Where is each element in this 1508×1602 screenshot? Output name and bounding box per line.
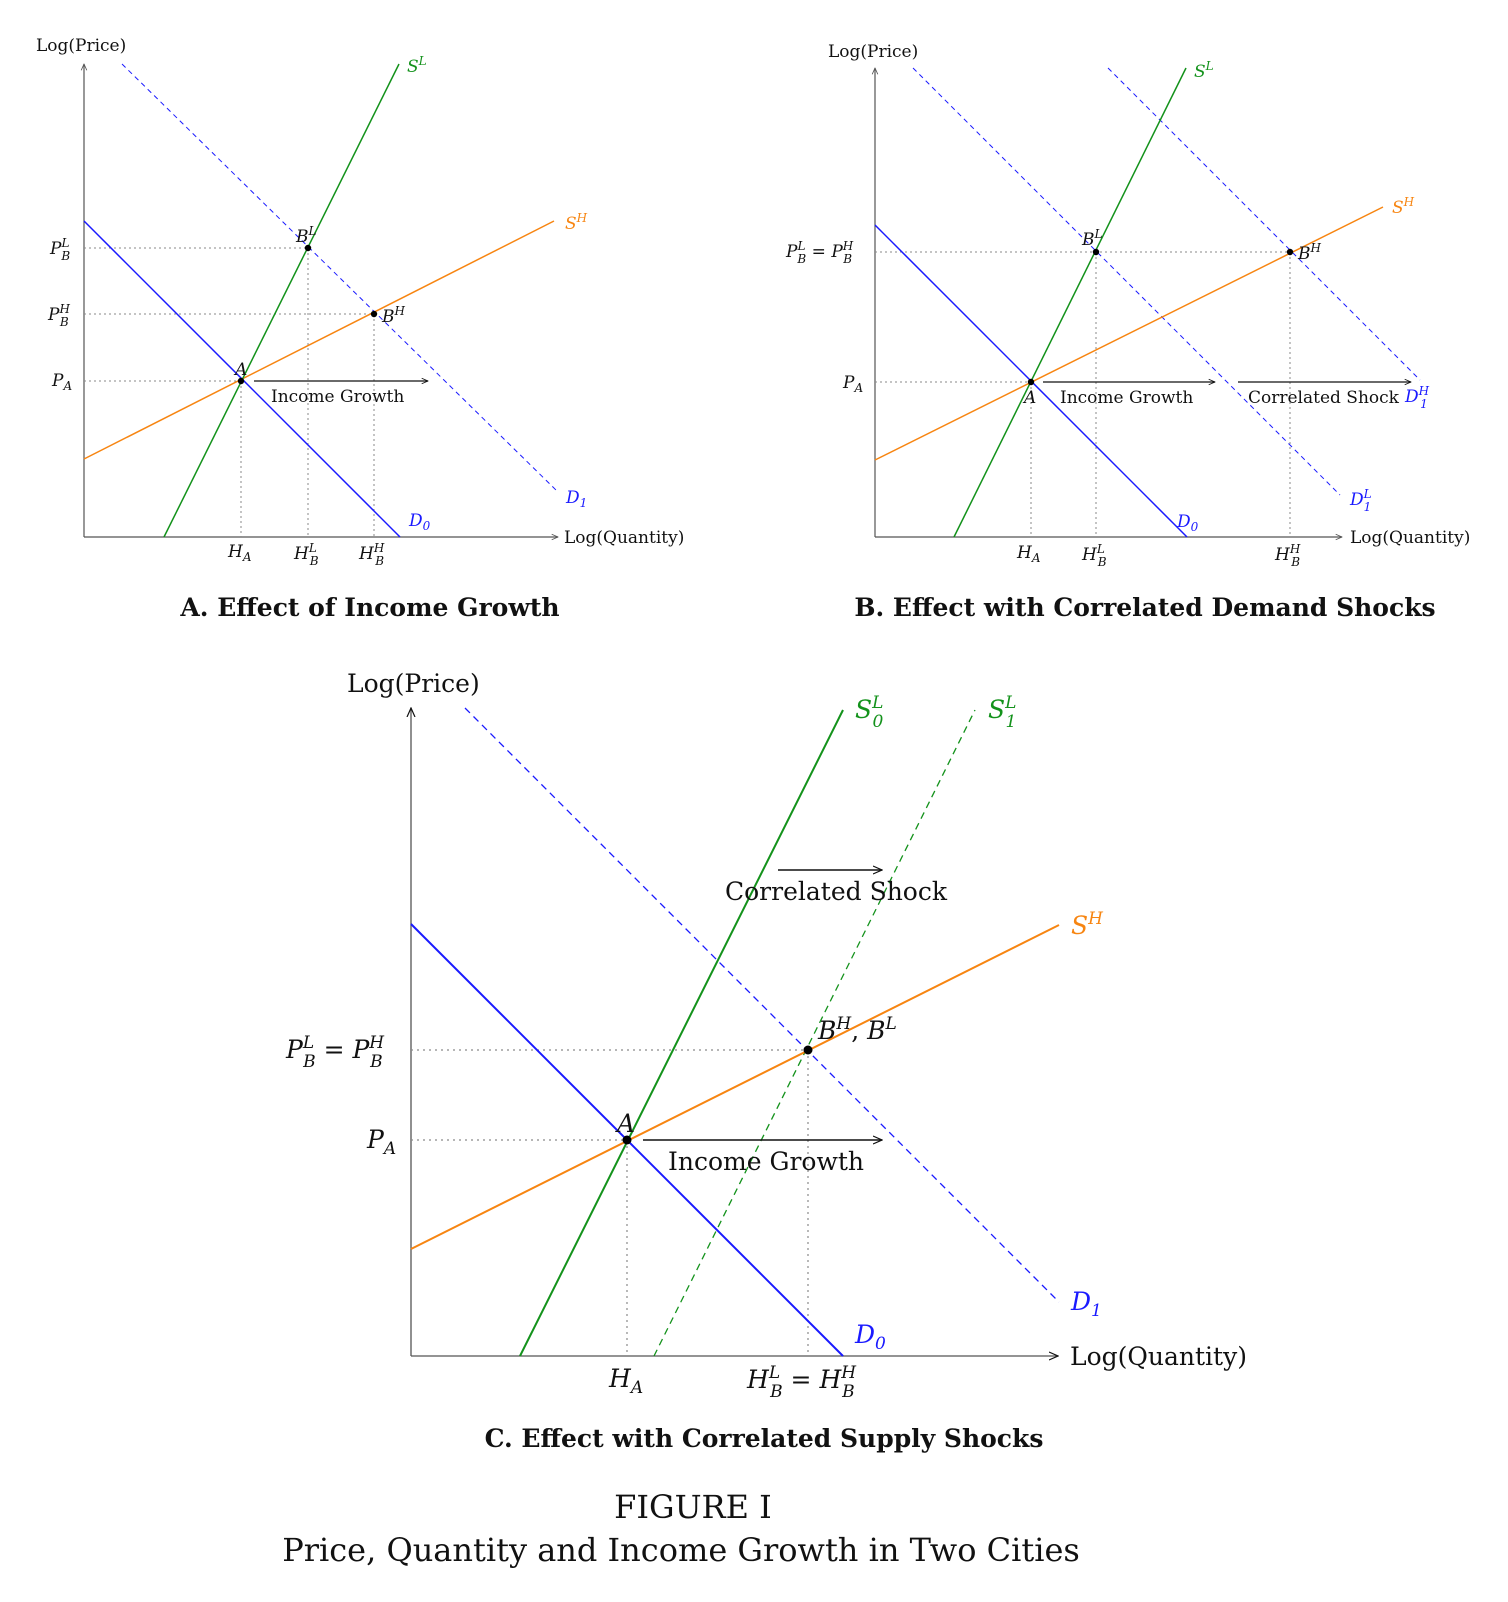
panel-b-label-d0: $D_0$ (1177, 512, 1199, 534)
panel-a-label-d0: $D_0$ (409, 511, 431, 533)
panel-c-label-s1l: $S^L$ 1 (988, 693, 1017, 732)
panel-a-y-axis-label: Log(Price) (36, 36, 127, 56)
panel-c-supply-sh (411, 925, 1059, 1249)
panel-b-correlated-shock-label: Correlated Shock (1248, 388, 1399, 408)
panel-c-tick-pb: $P^L$ $B = P^H$ B (286, 1033, 385, 1072)
panel-b-tick-pa: $P_A$ (843, 373, 864, 395)
panel-b-tick-pb: $P^L$ $B = P^H$ B (786, 239, 854, 266)
panel-b-label-bl: $B^L$ (1082, 227, 1103, 250)
panel-a-point-bh (371, 311, 377, 317)
panel-c-x-axis-label: Log(Quantity) (1070, 1342, 1247, 1371)
panel-c-income-growth-label: Income Growth (668, 1147, 864, 1176)
panel-a-supply-sl (164, 64, 399, 537)
panel-a-label-a: A (235, 360, 248, 380)
panel-c-correlated-shock-label: Correlated Shock (725, 877, 947, 906)
panel-a-income-growth-label: Income Growth (271, 387, 405, 407)
panel-a-label-d1: $D_1$ (566, 488, 588, 510)
panel-b-y-axis-label: Log(Price) (828, 42, 919, 62)
panel-a-tick-hbh: $H^H$ B (359, 541, 385, 568)
panel-a-tick-pbh: $P^H$ B (48, 302, 70, 329)
panel-c-label-s0l: $S^L$ 0 (855, 693, 884, 732)
panel-c-caption: C. Effect with Correlated Supply Shocks (484, 1424, 1044, 1453)
panel-c-label-d1: $D_1$ (1071, 1287, 1102, 1321)
panel-c-tick-pa: $P_A$ (367, 1125, 397, 1159)
panel-b-x-axis-label: Log(Quantity) (1350, 528, 1471, 548)
panel-b-point-a (1028, 379, 1034, 385)
panel-c-tick-ha: $H_A$ (609, 1364, 644, 1398)
panel-a-x-axis-label: Log(Quantity) (564, 528, 685, 548)
panel-a (36, 36, 684, 622)
panel-b-label-sh: $S^H$ (1392, 195, 1415, 218)
panel-c-demand-d1 (465, 708, 1059, 1302)
panel-c-label-b: $B^H$, $B^L$ (818, 1014, 897, 1045)
panel-b-demand-d1h (1108, 68, 1420, 380)
panel-c-label-d0: $D_0$ (855, 1320, 886, 1354)
figure-title: Price, Quantity and Income Growth in Two Cities (282, 1531, 1080, 1569)
panel-a-label-bl: $B^L$ (296, 224, 317, 247)
panel-c-label-a: A (617, 1109, 636, 1138)
panel-c-supply-s0l (520, 710, 843, 1356)
panel-b-tick-ha: $H_A$ (1017, 543, 1041, 565)
panel-b-label-sl: $S^L$ (1194, 59, 1214, 82)
panel-b-point-bh (1287, 249, 1293, 255)
panel-a-label-sh: $S^H$ (565, 211, 588, 234)
panel-c-y-axis-label: Log(Price) (347, 669, 480, 698)
panel-a-tick-pa: $P_A$ (52, 371, 73, 393)
panel-a-supply-sh (84, 221, 554, 459)
panel-b-label-bh: $B^H$ (1298, 241, 1321, 264)
panel-b-demand-d1l (913, 68, 1340, 495)
panel-a-tick-ha: $H_A$ (228, 542, 252, 564)
panel-b-supply-sl (954, 68, 1186, 537)
panel-a-label-sl: $S^L$ (407, 54, 427, 77)
figure-label: FIGURE I (614, 1488, 772, 1526)
panel-c-tick-hb: $H^L$ $B = H^H$ B (747, 1363, 857, 1402)
panel-b-tick-hbh: $H^H$ B (1275, 542, 1301, 569)
panel-b-income-growth-label: Income Growth (1060, 388, 1194, 408)
panel-b-label-d1l: $D^L$ 1 (1350, 487, 1372, 514)
panel-b-label-d1h: $D^H$ 1 (1405, 384, 1430, 411)
panel-a-demand-d1 (122, 64, 558, 492)
panel-b (785, 42, 1470, 622)
panel-c-label-sh: $S^H$ (1071, 909, 1103, 940)
panel-a-tick-hbl: $H^L$ B (294, 541, 319, 568)
panel-b-label-a: A (1024, 388, 1037, 408)
panel-a-label-bh: $B^H$ (382, 304, 405, 327)
panel-c-point-b (804, 1046, 813, 1055)
panel-c-supply-s1l (654, 710, 975, 1356)
panel-b-caption: B. Effect with Correlated Demand Shocks (854, 593, 1436, 622)
panel-a-caption: A. Effect of Income Growth (180, 593, 560, 622)
panel-c (285, 669, 1247, 1453)
panel-b-tick-hbl: $H^L$ B (1082, 542, 1107, 569)
panel-a-tick-pbl: $P^L$ B (50, 236, 71, 263)
